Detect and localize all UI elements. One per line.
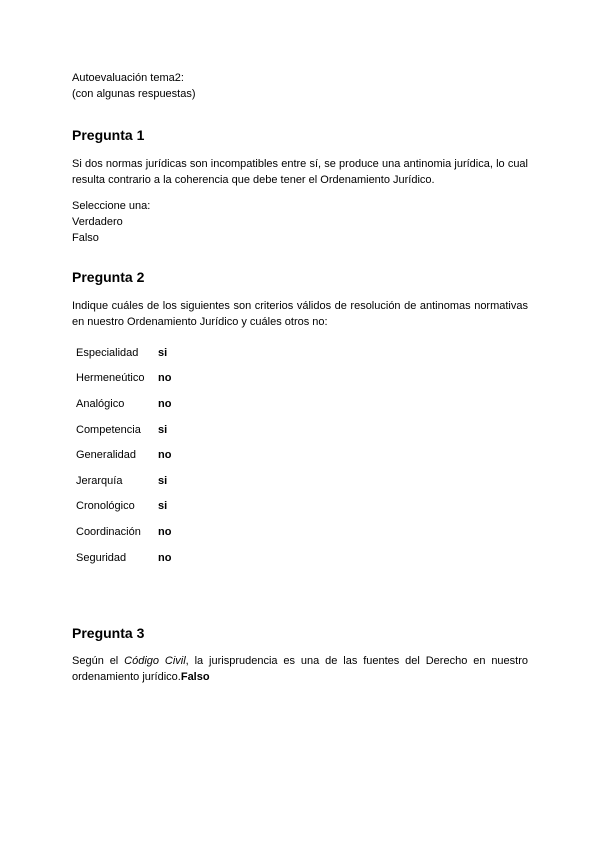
- criteria-table: [72, 340, 171, 570]
- option-falso: Falso: [72, 232, 99, 244]
- criterion-name: Cronológico: [76, 500, 135, 513]
- criterion-name: Jerarquía: [76, 474, 123, 487]
- table-row: [72, 519, 171, 545]
- criterion-answer: si: [158, 423, 168, 436]
- header-subtitle: (con algunas respuestas): [72, 88, 196, 100]
- criterion-answer: no: [158, 449, 172, 462]
- criterion-answer: no: [158, 397, 172, 410]
- table-row: [72, 417, 171, 443]
- criterion-name: Hermeneútico: [76, 372, 145, 385]
- codigo-civil-reference: Código Civil: [124, 655, 186, 667]
- table-row: [72, 340, 171, 366]
- table-row: [72, 442, 171, 468]
- table-row: [72, 468, 171, 494]
- criterion-name: Generalidad: [76, 449, 136, 462]
- question-1-heading: Pregunta 1: [72, 127, 145, 143]
- criterion-name: Analógico: [76, 397, 125, 410]
- question-1-prompt: Seleccione una:: [72, 200, 151, 212]
- criterion-answer: no: [158, 551, 172, 564]
- question-3-text-after: , la jurisprudencia es una de las fuentes del Derecho en nuestro ordenamiento jurídico.: [72, 655, 529, 683]
- option-verdadero: Verdadero: [72, 216, 123, 228]
- question-1-text: Si dos normas jurídicas son incompatibles entre sí, se produce una antinomia jurídica, lo cual resulta contrario a la coherencia que debe tener el Ordenamiento Jurídico.: [72, 158, 528, 186]
- question-3-answer: Falso: [180, 671, 210, 683]
- question-2-heading: Pregunta 2: [72, 269, 145, 285]
- table-row: [72, 545, 171, 571]
- criterion-answer: no: [158, 372, 172, 385]
- table-row: [72, 391, 171, 417]
- criterion-answer: si: [158, 500, 168, 513]
- question-3-text-before: Según el: [72, 655, 125, 667]
- criterion-answer: si: [158, 346, 168, 359]
- criterion-name: Seguridad: [76, 551, 127, 564]
- question-1-options: [72, 198, 150, 246]
- criterion-name: Coordinación: [76, 525, 141, 538]
- table-row: [72, 494, 171, 520]
- criterion-name: Competencia: [76, 423, 141, 436]
- document-header: [72, 70, 196, 102]
- question-3-text: [72, 653, 528, 685]
- criterion-answer: no: [158, 525, 172, 538]
- criterion-answer: si: [158, 474, 168, 487]
- table-row: [72, 366, 171, 392]
- question-3-heading: Pregunta 3: [72, 625, 145, 641]
- header-title: Autoevaluación tema2:: [72, 72, 184, 84]
- question-2-text: Indique cuáles de los siguientes son criterios válidos de resolución de antinomas normativas en nuestro Ordenamiento Jurídico y cuáles otros no:: [72, 300, 528, 328]
- criterion-name: Especialidad: [76, 346, 139, 359]
